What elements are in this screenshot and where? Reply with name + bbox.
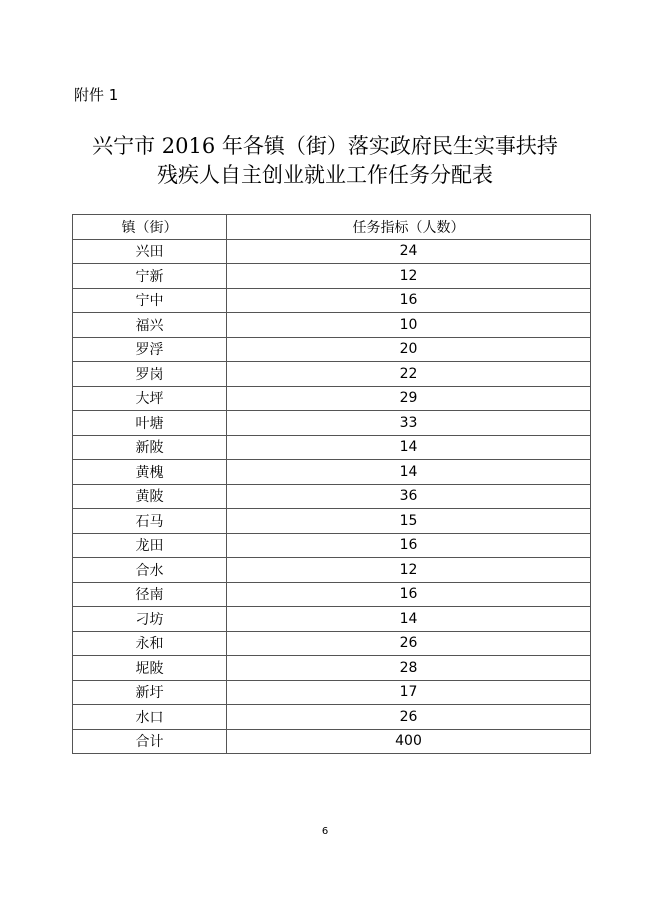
town-cell: 合计 — [73, 729, 227, 754]
count-cell: 10 — [227, 313, 591, 338]
table-row — [73, 362, 591, 387]
count-cell: 26 — [227, 631, 591, 656]
attachment-label: 附件 1 — [74, 86, 119, 104]
town-cell: 黄槐 — [73, 460, 227, 485]
column-header-town: 镇（街） — [73, 215, 227, 240]
table-total-row — [73, 729, 591, 754]
table-row — [73, 239, 591, 264]
document-title-line-2: 残疾人自主创业就业工作任务分配表 — [157, 163, 493, 187]
table-row — [73, 386, 591, 411]
town-cell: 永和 — [73, 631, 227, 656]
count-cell: 14 — [227, 460, 591, 485]
town-cell: 叶塘 — [73, 411, 227, 436]
count-cell: 16 — [227, 582, 591, 607]
town-cell: 福兴 — [73, 313, 227, 338]
count-cell: 15 — [227, 509, 591, 534]
town-cell: 径南 — [73, 582, 227, 607]
town-cell: 石马 — [73, 509, 227, 534]
count-cell: 20 — [227, 337, 591, 362]
table-row — [73, 460, 591, 485]
town-cell: 大坪 — [73, 386, 227, 411]
table-body — [73, 239, 591, 754]
count-cell: 24 — [227, 239, 591, 264]
town-cell: 黄陂 — [73, 484, 227, 509]
town-cell: 龙田 — [73, 533, 227, 558]
table-row — [73, 656, 591, 681]
table-row — [73, 631, 591, 656]
town-cell: 新圩 — [73, 680, 227, 705]
town-cell: 兴田 — [73, 239, 227, 264]
count-cell: 26 — [227, 705, 591, 730]
table-row — [73, 313, 591, 338]
table-row — [73, 705, 591, 730]
column-header-count: 任务指标（人数） — [227, 215, 591, 240]
task-allocation-table — [72, 214, 591, 754]
table-row — [73, 582, 591, 607]
table-row — [73, 509, 591, 534]
count-cell: 17 — [227, 680, 591, 705]
page-number: 6 — [321, 826, 329, 837]
table-row — [73, 264, 591, 289]
table-row — [73, 435, 591, 460]
count-cell: 33 — [227, 411, 591, 436]
table-row — [73, 680, 591, 705]
count-cell: 400 — [227, 729, 591, 754]
count-cell: 12 — [227, 264, 591, 289]
count-cell: 12 — [227, 558, 591, 583]
table-row — [73, 484, 591, 509]
table-row — [73, 411, 591, 436]
town-cell: 罗岗 — [73, 362, 227, 387]
town-cell: 宁新 — [73, 264, 227, 289]
count-cell: 16 — [227, 288, 591, 313]
table-row — [73, 607, 591, 632]
count-cell: 36 — [227, 484, 591, 509]
count-cell: 14 — [227, 435, 591, 460]
town-cell: 刁坊 — [73, 607, 227, 632]
town-cell: 宁中 — [73, 288, 227, 313]
town-cell: 新陂 — [73, 435, 227, 460]
town-cell: 水口 — [73, 705, 227, 730]
count-cell: 29 — [227, 386, 591, 411]
count-cell: 22 — [227, 362, 591, 387]
table-row — [73, 558, 591, 583]
document-title-line-1: 兴宁市 2016 年各镇（街）落实政府民生实事扶持 — [92, 134, 558, 158]
count-cell: 28 — [227, 656, 591, 681]
town-cell: 坭陂 — [73, 656, 227, 681]
table-row — [73, 288, 591, 313]
table-header-row — [73, 215, 591, 240]
table-row — [73, 533, 591, 558]
count-cell: 14 — [227, 607, 591, 632]
table-row — [73, 337, 591, 362]
town-cell: 罗浮 — [73, 337, 227, 362]
town-cell: 合水 — [73, 558, 227, 583]
count-cell: 16 — [227, 533, 591, 558]
